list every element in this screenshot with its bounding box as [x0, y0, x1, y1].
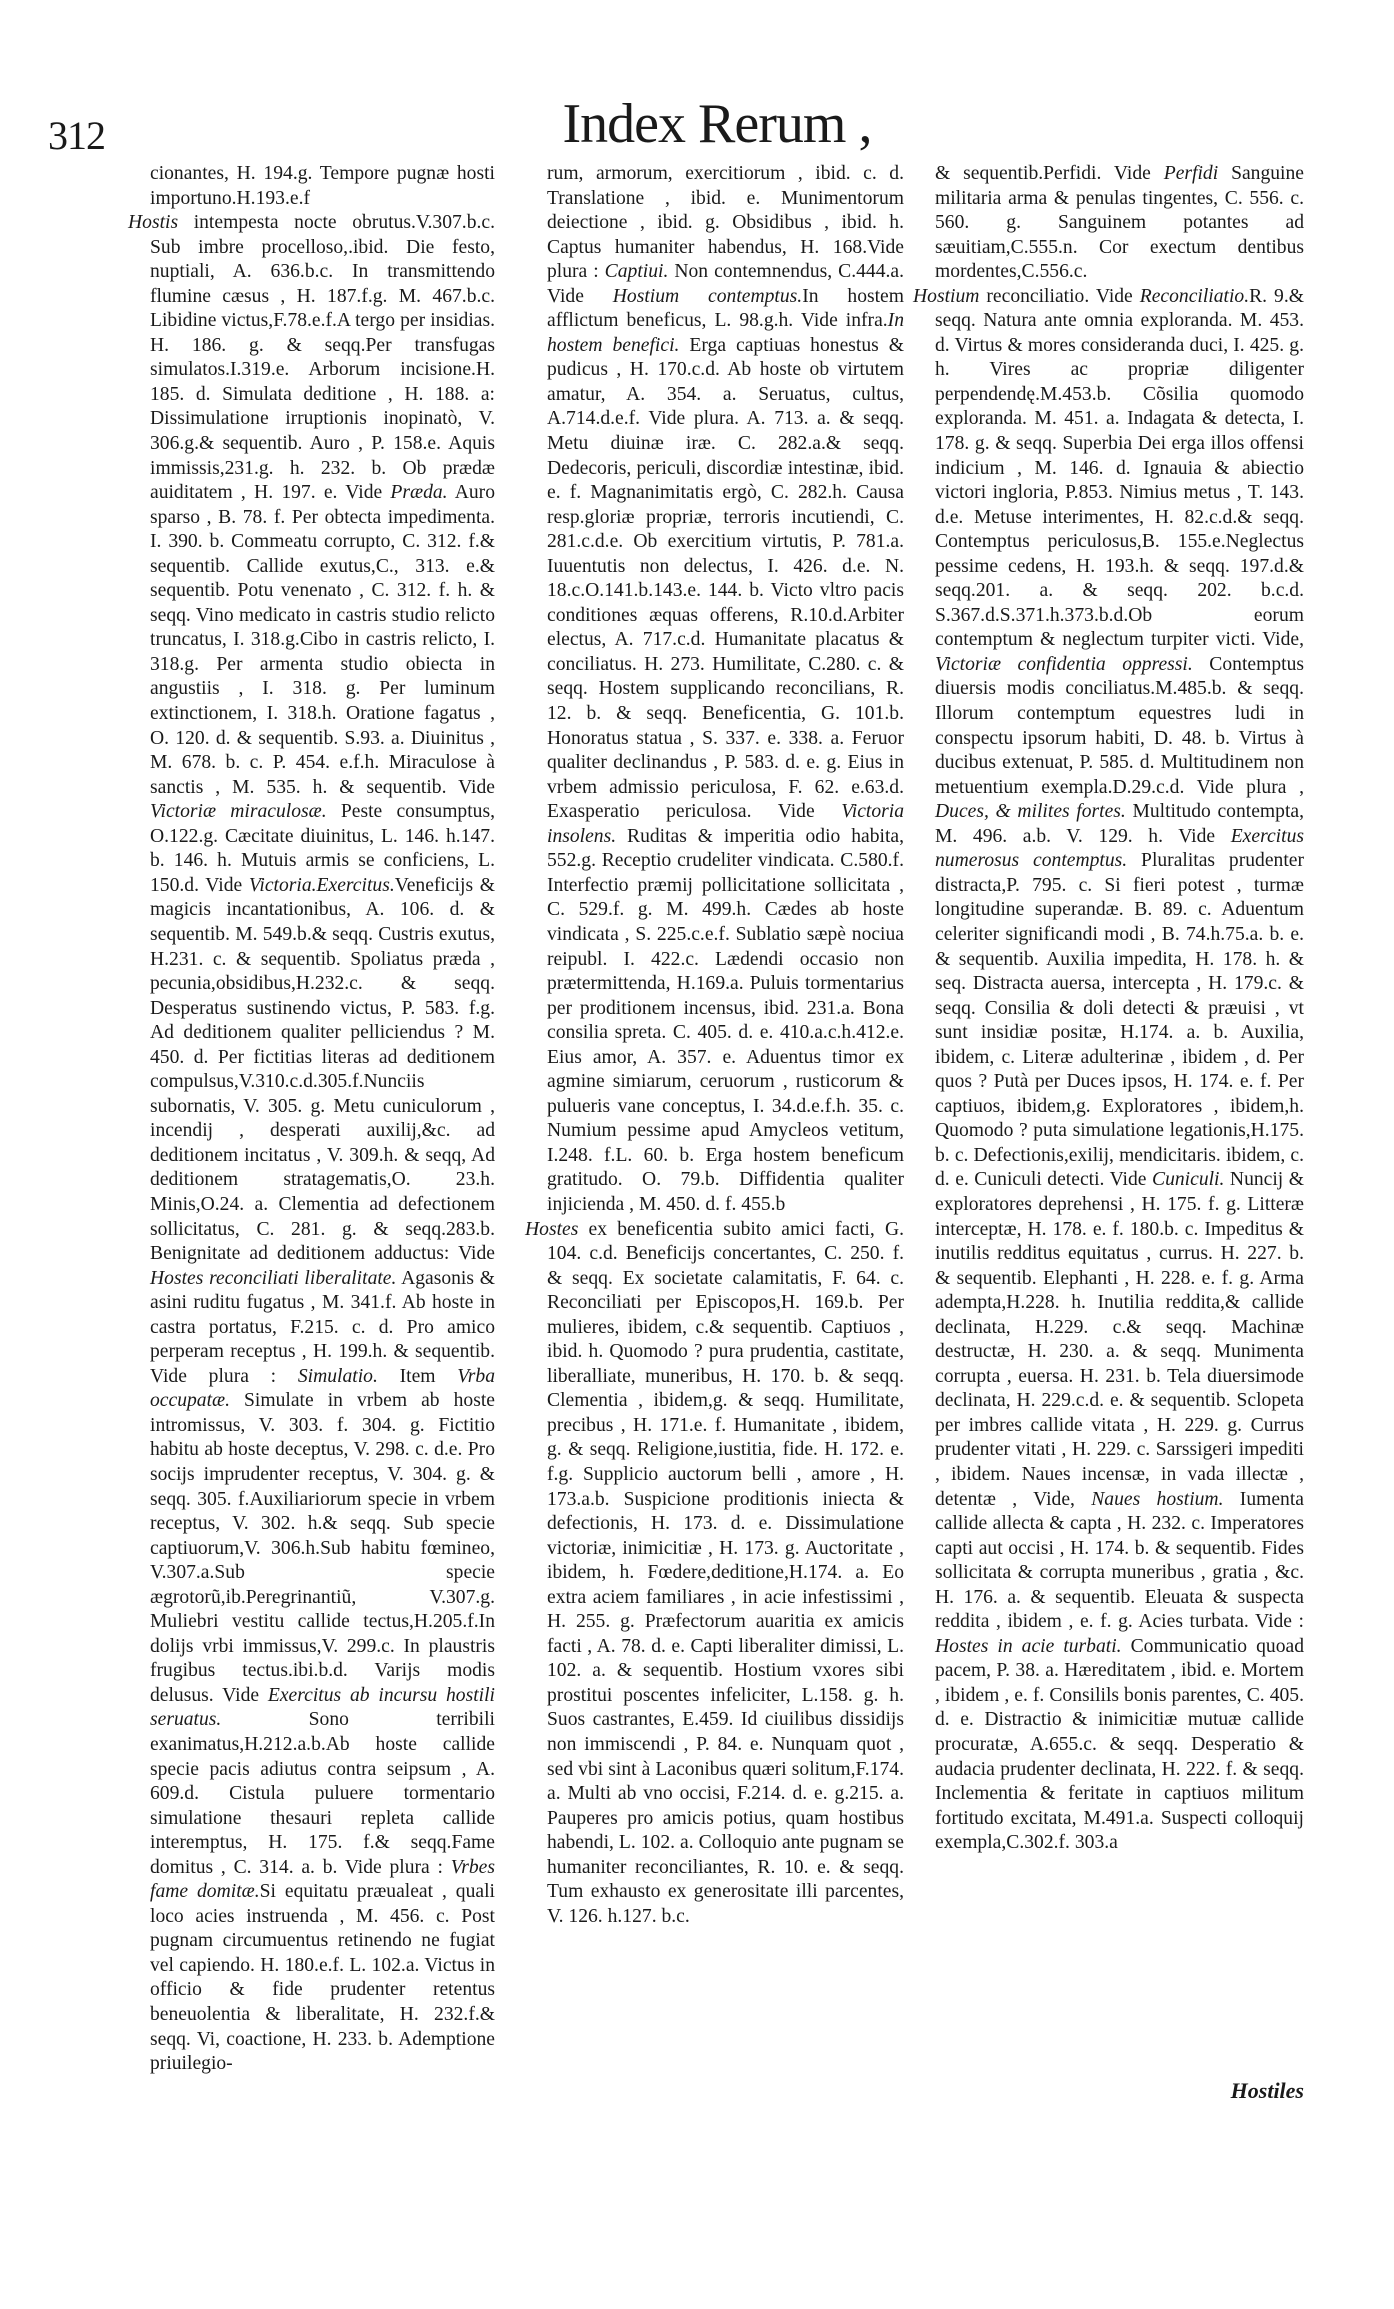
cross-reference: Victoriæ confidentia oppressi.	[935, 653, 1193, 675]
entry-text: Sanguine militaria arma & penulas tingentes, C. 556. c. 560. g. Sanguinem potantes ad sæuitiam,C.555.n. Cor exectum dentibus mordentes,C.556.c.	[935, 163, 1304, 283]
index-entry-continuation	[547, 162, 904, 1218]
cross-reference: Reconciliatio.	[1139, 285, 1250, 307]
entry-text: Agasonis & asini ruditu fugatus , M. 341.f. Ab hoste in castra portatus, F.215. c. d. Pro amico perperam receptus , H. 199.h. & sequentib. Vide plura :	[150, 1267, 495, 1387]
entry-text: Communicatio quoad pacem, P. 38. a. Hæreditatem , ibid. e. Mortem , ibidem , e. f. Consilils bonis parentes, C. 405. d. e. Distractio & inimicitiæ mutuæ callide procuratæ, A.655.c. & seqq. Desperatio & audacia prudenter declinata, H. 222. f. & seqq. Inclementia & feritate in captiuos militum fortitudo excitata, M.491.a. Suspecti colloquij exempla,C.302.f. 303.a	[935, 1635, 1304, 1854]
cross-reference: In hostem benefici.	[547, 310, 904, 356]
index-entry-continuation	[150, 162, 495, 211]
cross-reference: Hostes in acie turbati.	[935, 1635, 1122, 1657]
entry-text: & sequentib.Perfidi. Vide	[935, 163, 1164, 184]
cross-reference: Captiui.	[604, 261, 669, 283]
entry-text: Nuncij & exploratores deprehensi , H. 175. f. g. Litteræ interceptæ, H. 178. e. f. 180.b. c. Impeditus & inutilis redditus equitatus , currus. H. 227. b. & sequentib. Elephanti , H. 228. e. f. g. Arma adempta,H.228. h. Inutilia reddita,& callide declinata, H.229. c.& seqq. Machinæ destructæ, H. 230. a. & seqq. Munimenta corrupta , euersa. H. 231. b. Tela diuersimode declinata, H. 229.c.d. e. & sequentib. Sclopeta per imbres callide vitata , H. 229. g. Currus prudenter vitati , H. 229. c. Sarssigeri impediti , ibidem. Naues incensæ, in vada illectæ , detentæ , Vide,	[935, 1169, 1304, 1510]
entry-text: Ruditas & imperitia odio habita, 552.g. Receptio crudeliter vindicata. C.580.f. Interfectio præmij pollicitatione sollicitata , C. 529.f. g. M. 499.h. Cædes ab hoste vindicata , S. 225.c.e.f. Sublatio sæpè nociua reipubl. I. 422.c. Lædendi occasio non prætermittenda, H.169.a. Puluis tormentarius per proditionem incensus, ibid. 231.a. Bona consilia spreta. C. 405. d. e. 410.a.c.h.412.e. Eius amor, A. 357. e. Aduentus timor ex agmine simiarum, ceruorum , rusticorum & pulueris vane conceptus, I. 34.d.e.f.h. 35. c. Numium pessime apud Amycleos vetitum, I.248. f.L. 60. b. Erga hostem beneficum gratitudo. O. 79.b. Diffidentia qualiter injicienda , M. 450. d. f. 455.b	[547, 825, 904, 1215]
index-entry	[128, 211, 496, 2077]
column-left	[128, 162, 496, 2077]
cross-reference: Perfidi	[1163, 163, 1219, 184]
cross-reference: Duces, & milites fortes.	[935, 801, 1126, 823]
cross-reference: Victoria insolens.	[547, 801, 904, 847]
entry-text: Item	[377, 1365, 458, 1387]
running-head: Index Rerum ,	[562, 93, 872, 155]
index-entry-continuation	[935, 162, 1304, 285]
cross-reference: Victoria.Exercitus.	[248, 874, 395, 896]
catchword: Hostiles	[1230, 2078, 1304, 2103]
entry-text: Iumenta callide allecta & capta , H. 232. c. Imperatores capti aut occisi , H. 174. b. & sequentib. Fides sollicitata & corrupta muneribus , gratia , &c. H. 176. a. & sequentib. Eleuata & suspecta reddita , ibidem , e. f. g. Acies turbata. Vide :	[935, 1488, 1304, 1633]
cross-reference: Naues hostium.	[1091, 1488, 1224, 1510]
entry-heading: Hostium	[913, 285, 980, 307]
entry-text: Simulate in vrbem ab hoste intromissus, V. 303. f. 304. g. Fictitio habitu ab hoste deceptus, V. 298. c. d.e. Pro socijs imprudenter receptus, V. 304. g. & seqq. 305. f.Auxiliariorum specie in vrbem receptus, V. 302. h.& seqq. Sub specie captiuorum,V. 306.h.Sub habitu fœmineo, V.307.a.Sub specie ægrotorũ,ib.Peregrinantiũ, V.307.g. Muliebri vestitu callide tectus,H.205.f.In dolijs vrbi immissus,V. 299.c. In plaustris frugibus tectus.ibi.b.d. Varijs modis delusus. Vide	[150, 1390, 495, 1706]
entry-text: rum, armorum, exercitiorum , ibid. c. d. Translatione , ibid. e. Munimentorum deiectione , ibid. g. Obsidibus , ibid. h. Captus humaniter habendus, H. 168.Vide plura :	[547, 163, 904, 283]
entry-text: Pluralitas prudenter distracta,P. 795. c. Si fieri potest , turmæ longitudine superandæ. B. 89. c. Aduentum celeriter significandi modi , B. 74.h.75.a. b. e. & sequentib. Auxilia impedita, H. 178. h. & seq. Distracta auersa, intercepta , H. 179.c. & seqq. Consilia & doli detecti & præuisi , vt sunt insidiæ positæ, H.174. a. b. Auxilia, ibidem, c. Literæ adulterinæ , ibidem , d. Per quos ? Putà per Duces ipsos, H. 174. e. f. Per captiuos, ibidem,g. Exploratores , ibidem,h. Quomodo ? puta simulatione legationis,H.175. b. c. Defectionis,exilij, mendicitaris. ibidem, c. d. e. Cuniculi detecti. Vide	[935, 850, 1304, 1191]
entry-text: In hostem afflictum beneficus, L. 98.g.h. Vide infra.	[547, 285, 904, 332]
entry-text: cionantes, H. 194.g. Tempore pugnæ hosti importuno.H.193.e.f	[150, 163, 495, 209]
cross-reference: Præda.	[390, 482, 448, 504]
entry-text: Contemptus diuersis modis conciliatus.M.485.b. & seqq. Illorum contemptum equestres ludi in conspectu ipsorum habiti, D. 48. b. Virtus à ducibus extenuat, P. 585. d. Multitudinem non metuentium exempla.D.29.c.d. Vide plura ,	[935, 653, 1304, 798]
page-number: 312	[48, 113, 105, 158]
cross-reference: Cuniculi.	[1152, 1169, 1225, 1191]
cross-reference: Simulatio.	[297, 1365, 378, 1387]
entry-text: Auro sparso , B. 78. f. Per obtecta impedimenta. I. 390. b. Commeatu corrupto, C. 312. f.& sequentib. Callide exutus,C., 313. e.& sequentib. Potu venenato , C. 312. f. h. & seqq. Vino medicato in castris studio relicto truncatus, I. 318.g.Cibo in castris relicto, I. 318.g. Per armenta studio obiecta in angustiis , I. 318. g. Per luminum extinctionem, I. 318.h. Oratione fagatus , O. 120. d. & sequentib. S.93. a. Diuinitus , M. 678. b. c. P. 454. e.f.h. Miraculose à sanctis , M. 535. h. & sequentib. Vide	[150, 482, 495, 798]
cross-reference: Hostium contemptus.	[612, 285, 803, 307]
cross-reference: Victoriæ miraculosæ.	[150, 801, 327, 823]
entry-text: Veneficijs & magicis incantationibus, A. 106. d. & sequentib. M. 549.b.& seqq. Custris exutus, H.231. c. & sequentib. Spoliatus præda , pecunia,obsidibus,H.232.c. & seqq. Desperatus sustinendo victus, P. 583. f.g. Ad deditionem qualiter pelliciendus ? M. 450. d. Per fictitias literas ad deditionem compulsus,V.310.c.d.305.f.Nunciis subornatis, V. 305. g. Metu cuniculorum , incendij , desperati auxilij,&c. ad deditionem incitatus , V. 309.h. & seqq, Ad deditionem stratagematis,O. 23.h. Minis,O.24. a. Clementia ad defectionem sollicitatus, C. 281. g. & seqq.283.b. Benignitate ad deditionem adductus: Vide	[150, 874, 495, 1265]
cross-reference: Exercitus numerosus contemptus.	[935, 825, 1304, 872]
entry-text: R. 9.& seqq. Natura ante omnia exploranda. M. 453. d. Virtus & mores consideranda duci, I. 425. g. h. Vires ac propriæ diligenter perpendendę.M.453.b. Cõsilia quomodo exploranda. M. 451. a. Indagata & detecta, I. 178. g. & seqq. Superbia Dei erga illos offensi indicium , M. 146. d. Ignauia & abiectio victori ingloria, P.853. Nimius metus , T. 143. d.e. Metuse interimentes, H. 82.c.d.& seqq. Contemptus periculosus,B. 155.e.Neglectus pessime cedens, H. 193.h. & seqq. 197.d.& seqq.201. a. & seqq. 202. b.c.d. S.367.d.S.371.h.373.b.d.Ob eorum contemptum & neglectum turpiter victi. Vide,	[935, 285, 1304, 651]
entry-text: Multitudo contempta, M. 496. a.b. V. 129. h. Vide	[935, 801, 1304, 847]
column-right	[913, 162, 1304, 1856]
entry-heading: Hostes	[525, 1218, 579, 1240]
entry-text: ex beneficentia subito amici facti, G. 104. c.d. Beneficijs concertantes, C. 250. f. & seqq. Ex societate calamitatis, F. 64. c. Reconciliati per Episcopos,H. 169.b. Per mulieres, ibidem, c.& sequentib. Captiuos , ibid. h. Quomodo ? pura prudentia, castitate, liberalliate, muneribus, H. 170. b. & seqq. Clementia , ibidem,g. & seqq. Humilitate, precibus , H. 171.e. f. Humanitate , ibidem, g. & seqq. Religione,iustitia, fide. H. 172. e. f.g. Supplicio auctorum belli , amore , H. 173.a.b. Suspicione proditionis iniecta & defectionis, H. 173. d. e. Dissimulatione victoriæ, inimicitiæ , H. 173. g. Auctoritate , ibidem, h. Fœdere,deditione,H.174. a. Eo extra aciem familiares , in acie infestissimi , H. 255. g. Præfectorum auaritia ex amicis facti , A. 78. d. e. Capti liberaliter dimissi, L. 102. a. & sequentib. Hostium vxores sibi prostitui poscentes infeliciter, L.158. g. h. Suos castrantes, E.459. Id ciuilibus dissidijs non immiscendi , P. 84. e. Nunquam quot , sed vbi sint à Laconibus quæri solitum,F.174. a. Multi ab vno occisi, F.214. d. e. g.215. a. Pauperes pro amicis potius, quam hostibus habendi, L. 102. a. Colloquio ante pugnam se humaniter reconciliantes, R. 10. e. & seqq. Tum exhausto ex generositate illi parcentes, V. 126. h.127. b.c.	[547, 1218, 904, 1927]
index-entry	[525, 1218, 904, 1930]
entry-text: Erga captiuas honestus & pudicus , H. 170.c.d. Ab hoste ob virtutem amatur, A. 354. a. Seruatus, cultus, A.714.d.e.f. Vide plura. A. 713. a. & seqq. Metu diuinæ iræ. C. 282.a.& seqq. Dedecoris, periculi, discordiæ intestinæ, ibid. e. f. Magnanimitatis ergò, C. 282.h. Causa resp.gloriæ propriæ, terroris incutiendi, C. 281.c.d.e. Ob exercitium virtutis, P. 781.a. Iuuentutis non delectus, I. 426. d.e. N. 18.c.O.141.b.143.e. 144. b. Victo vltro pacis conditiones æquas offerens, R.10.d.Arbiter electus, A. 717.c.d. Humanitate placatus & conciliatus. H. 273. Humilitate, C.280. c. & seqq. Hostem supplicando reconcilians, R. 12. b. & seqq. Beneficentia, G. 101.b. Honoratus statua , S. 337. e. 338. a. Feruor qualiter declinandus , P. 583. d. e. g. Eius in vrbem admissio periculosa, F. 62. e.63.d. Exasperatio periculosa. Vide	[547, 334, 904, 823]
index-entry	[913, 285, 1304, 1856]
cross-reference: Hostes reconciliati liberalitate.	[150, 1267, 397, 1289]
entry-text: Non contemnendus, C.444.a. Vide	[547, 261, 904, 307]
entry-text: intempesta nocte obrutus.V.307.b.c. Sub imbre procelloso,.ibid. Die festo, nuptiali, A. 636.b.c. In transmittendo flumine cæsus , H. 187.f.g. M. 467.b.c. Libidine victus,F.78.e.f.A tergo per insidias. H. 186. g. & seqq.Per transfugas simulatos.I.319.e. Arborum incisione.H. 185. d. Simulata deditione , H. 188. a: Dissimulatione irruptionis inopinatò, V. 306.g.& sequentib. Auro , P. 158.e. Aquis immissis,231.g. h. 232. b. Ob prædæ auiditatem , H. 197. e. Vide	[150, 212, 495, 504]
entry-heading: Hostis	[128, 212, 179, 234]
entry-text: Peste consumptus, O.122.g. Cæcitate diuinitus, L. 146. h.147. b. 146. h. Mutuis armis se conficiens, L. 150.d. Vide	[150, 801, 495, 896]
entry-text: Si equitatu præualeat , quali loco acies instruenda , M. 456. c. Post pugnam circumuentus retinendo ne fugiat vel capiendo. H. 180.e.f. L. 102.a. Victus in officio & fide prudenter retentus beneuolentia & liberalitate, H. 232.f.& seqq. Vi, coactione, H. 233. b. Ademptione priuilegio-	[150, 1881, 495, 2075]
entry-text: Sono terribili exanimatus,H.212.a.b.Ab hoste callide specie pacis adiutus contra seipsum , A. 609.d. Cistula puluere tormentario simulatione thesauri repleta callide interemptus, H. 175. f.& seqq.Fame domitus , C. 314. a. b. Vide plura :	[150, 1709, 495, 1878]
column-middle	[525, 162, 904, 1929]
cross-reference: Vrba occupatæ.	[150, 1365, 496, 1412]
cross-reference: Vrbes fame domitæ.	[150, 1856, 495, 1903]
cross-reference: Exercitus ab incursu hostili seruatus.	[150, 1684, 495, 1731]
entry-text: reconciliatio. Vide	[979, 285, 1140, 307]
